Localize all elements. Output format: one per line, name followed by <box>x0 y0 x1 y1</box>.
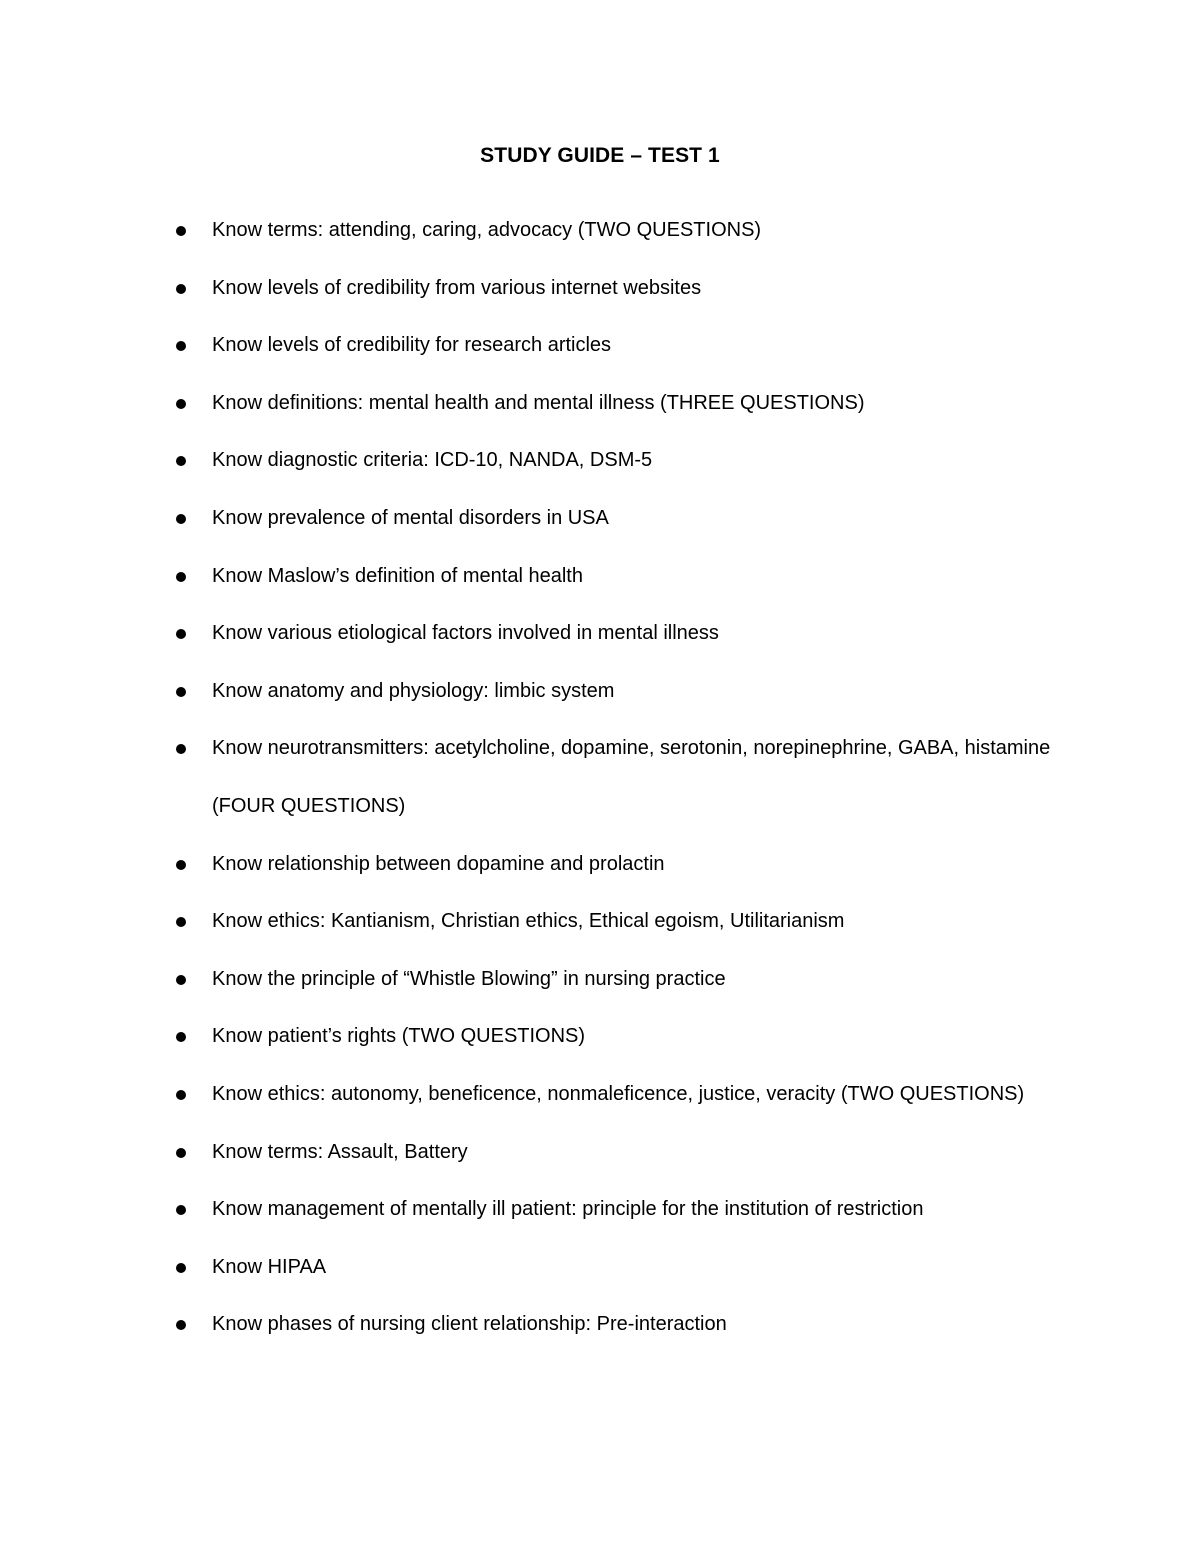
bullet-icon <box>176 341 186 351</box>
list-item-text: Know relationship between dopamine and prolactin <box>212 852 665 875</box>
bullet-icon <box>176 399 186 409</box>
bullet-icon <box>176 572 186 582</box>
bullet-icon <box>176 1148 186 1158</box>
list-item-text: Know definitions: mental health and mental illness (THREE QUESTIONS) <box>212 391 865 414</box>
study-guide-list <box>0 214 1200 1366</box>
bullet-icon <box>176 456 186 466</box>
list-item-text: Know levels of credibility for research articles <box>212 334 612 357</box>
bullet-icon <box>176 1090 186 1100</box>
list-item-text: Know anatomy and physiology: limbic system <box>212 679 615 702</box>
list-item-text: Know patient’s rights (TWO QUESTIONS) <box>212 1025 586 1048</box>
bullet-icon <box>176 284 186 294</box>
bullet-icon <box>176 1320 186 1330</box>
bullet-icon <box>176 1263 186 1273</box>
list-item-text: Know phases of nursing client relationship: Pre-interaction <box>212 1313 727 1336</box>
bullet-icon <box>176 1205 186 1215</box>
list-item-text: Know neurotransmitters: acetylcholine, dopamine, serotonin, norepinephrine, GABA, histamine (FOUR QUESTIONS) <box>212 737 1051 817</box>
bullet-icon <box>176 514 186 524</box>
bullet-icon <box>176 687 186 697</box>
list-item-text: Know terms: Assault, Battery <box>212 1140 468 1163</box>
document-title: STUDY GUIDE – TEST 1 <box>480 144 720 167</box>
list-item-text: Know prevalence of mental disorders in USA <box>212 506 609 529</box>
bullet-icon <box>176 917 186 927</box>
bullet-icon <box>176 629 186 639</box>
list-item-text: Know terms: attending, caring, advocacy (TWO QUESTIONS) <box>212 219 762 241</box>
list-item <box>0 732 1200 847</box>
list-item-text: Know HIPAA <box>212 1255 327 1278</box>
list-item-text: Know various etiological factors involved in mental illness <box>212 622 719 645</box>
bullet-icon <box>176 744 186 754</box>
list-item-text: Know ethics: Kantianism, Christian ethics, Ethical egoism, Utilitarianism <box>212 910 845 933</box>
list-item-text: Know levels of credibility from various internet websites <box>212 276 702 299</box>
list-item-text: Know the principle of “Whistle Blowing” in nursing practice <box>212 967 726 990</box>
list-item-text: Know ethics: autonomy, beneficence, nonmaleficence, justice, veracity (TWO QUESTIONS) <box>212 1082 1025 1105</box>
bullet-icon <box>176 860 186 870</box>
list-item-text: Know diagnostic criteria: ICD-10, NANDA, DSM-5 <box>212 449 653 472</box>
bullet-icon <box>176 975 186 985</box>
bullet-icon <box>176 226 186 236</box>
list-item-text: Know management of mentally ill patient: principle for the institution of restriction <box>212 1198 924 1221</box>
list-item <box>0 1308 1200 1366</box>
list-item-text: Know Maslow’s definition of mental health <box>212 564 583 587</box>
bullet-icon <box>176 1032 186 1042</box>
